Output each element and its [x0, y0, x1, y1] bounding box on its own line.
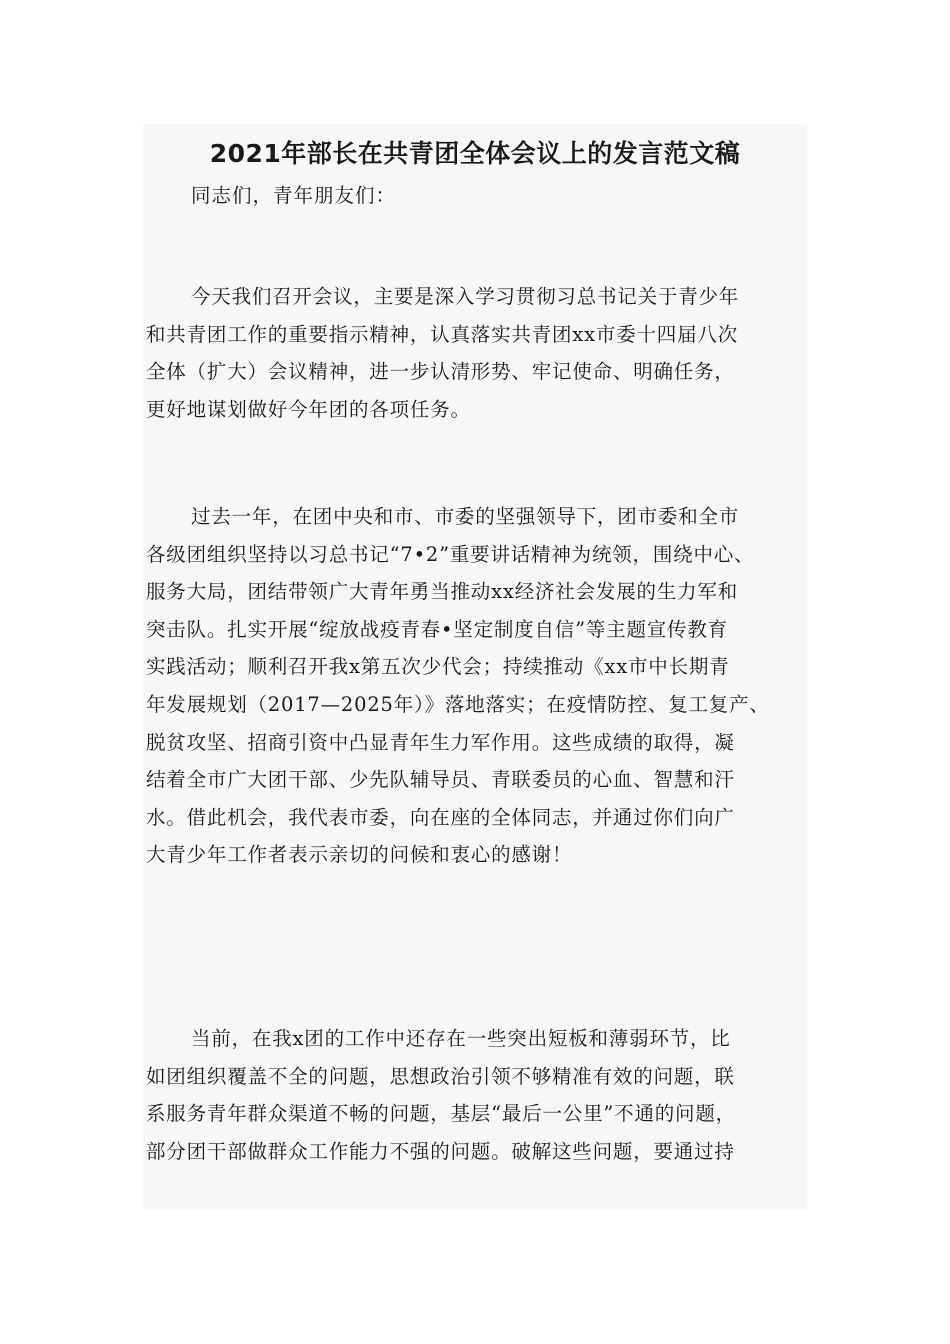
- paragraph-2: [146, 498, 770, 874]
- paragraph-line: 和共青团工作的重要指示精神，认真落实共青团xx市委十四届八次: [146, 322, 738, 346]
- paragraph-line: 服务大局，团结带领广大青年勇当推动xx经济社会发展的生力军和: [146, 580, 738, 604]
- paragraph-1: [146, 278, 739, 428]
- paragraph-line: 如团组织覆盖不全的问题，思想政治引领不够精准有效的问题，联: [146, 1064, 735, 1088]
- paragraph-line: 当前，在我x团的工作中还存在一些突出短板和薄弱环节，比: [191, 1027, 731, 1050]
- paragraph-line: 水。借此机会，我代表市委，向在座的全体同志，并通过你们向广: [146, 805, 735, 829]
- paragraph-line: 今天我们召开会议，主要是深入学习贯彻习总书记关于青少年: [191, 285, 740, 308]
- paragraph-line: 系服务青年群众渠道不畅的问题，基层“最后一公里”不通的问题，: [146, 1102, 736, 1126]
- paragraph-line: 脱贫攻坚、招商引资中凸显青年生力军作用。这些成绩的取得，凝: [146, 730, 735, 754]
- paragraph-line: 部分团干部做群众工作能力不强的问题。破解这些问题，要通过持: [146, 1139, 735, 1163]
- paragraph-line: 突击队。扎实开展“绽放战疫青春•坚定制度自信”等主题宣传教育: [146, 617, 728, 641]
- paragraph-line: 更好地谋划做好今年团的各项任务。: [146, 397, 471, 421]
- paragraph-line: 实践活动；顺利召开我x第五次少代会；持续推动《xx市中长期青: [146, 655, 730, 679]
- paragraph-line: 过去一年，在团中央和市、市委的坚强领导下，团市委和全市: [191, 505, 740, 528]
- document-title: 2021年部长在共青团全体会议上的发言范文稿: [209, 139, 741, 168]
- paragraph-3: [146, 1020, 736, 1170]
- paragraph-line: 大青少年工作者表示亲切的问候和衷心的感谢！: [146, 843, 573, 867]
- paragraph-line: 结着全市广大团干部、少先队辅导员、青联委员的心血、智慧和汗: [146, 768, 735, 792]
- paragraph-line: 年发展规划（2017—2025年）》落地落实；在疫情防控、复工复产、: [146, 692, 770, 716]
- salutation: 同志们，青年朋友们：: [191, 184, 397, 207]
- paragraph-line: 各级团组织坚持以习总书记“7•2”重要讲话精神为统领，围绕中心、: [146, 542, 755, 566]
- paragraph-line: 全体（扩大）会议精神，进一步认清形势、牢记使命、明确任务，: [146, 360, 735, 384]
